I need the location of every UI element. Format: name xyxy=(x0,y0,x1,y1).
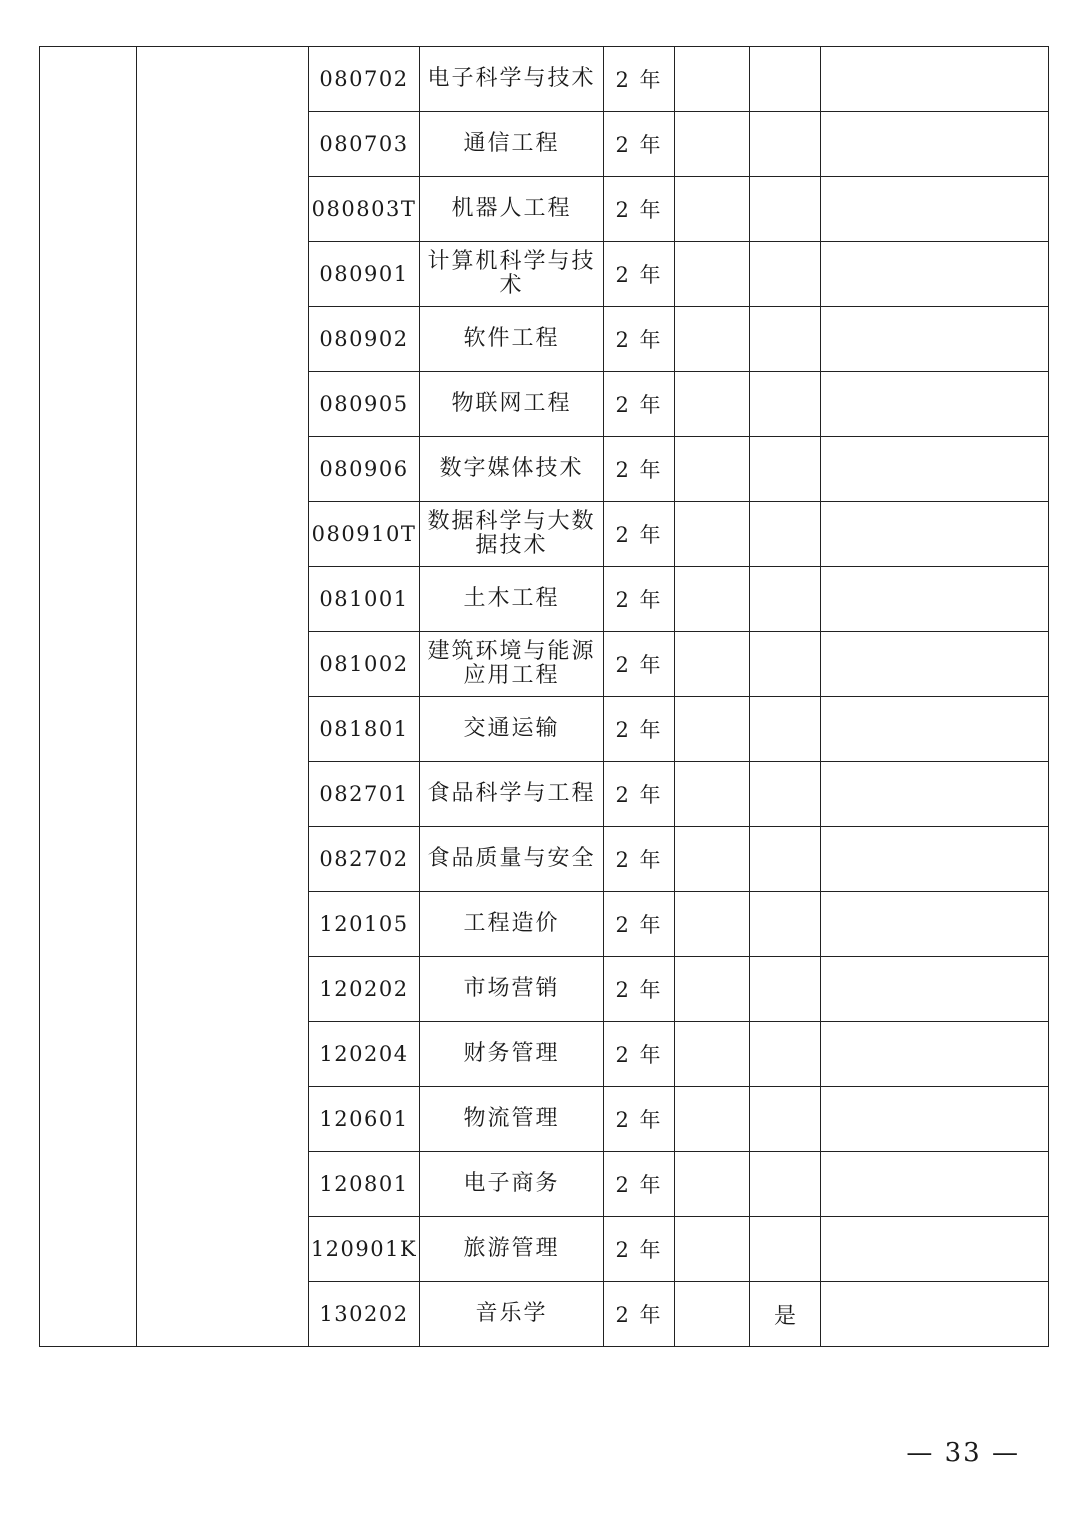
flag-cell xyxy=(750,502,821,567)
blank-cell xyxy=(675,177,750,242)
duration-cell: 2 年 xyxy=(604,437,675,502)
duration-cell: 2 年 xyxy=(604,47,675,112)
major-name-cell: 数据科学与大数据技术 xyxy=(420,502,604,567)
majors-table xyxy=(39,46,1049,1347)
major-code-cell: 120601 xyxy=(309,1087,420,1152)
major-name-cell: 食品质量与安全 xyxy=(420,827,604,892)
flag-cell xyxy=(750,567,821,632)
blank-cell xyxy=(675,112,750,177)
remark-cell xyxy=(821,502,1049,567)
major-name-cell: 电子商务 xyxy=(420,1152,604,1217)
flag-cell xyxy=(750,697,821,762)
remark-cell xyxy=(821,47,1049,112)
duration-cell: 2 年 xyxy=(604,1087,675,1152)
blank-cell xyxy=(675,1022,750,1087)
duration-cell: 2 年 xyxy=(604,307,675,372)
flag-cell xyxy=(750,892,821,957)
duration-cell: 2 年 xyxy=(604,1022,675,1087)
blank-cell xyxy=(675,957,750,1022)
major-name-cell: 交通运输 xyxy=(420,697,604,762)
remark-cell xyxy=(821,827,1049,892)
major-code-cell: 120105 xyxy=(309,892,420,957)
flag-cell xyxy=(750,242,821,307)
major-name-cell: 食品科学与工程 xyxy=(420,762,604,827)
major-name-cell: 音乐学 xyxy=(420,1282,604,1347)
blank-cell xyxy=(675,47,750,112)
blank-cell xyxy=(675,697,750,762)
major-name-cell: 旅游管理 xyxy=(420,1217,604,1282)
major-code-cell: 120801 xyxy=(309,1152,420,1217)
major-name-cell: 工程造价 xyxy=(420,892,604,957)
blank-cell xyxy=(675,502,750,567)
category-cell xyxy=(40,47,137,1347)
major-name-cell: 建筑环境与能源应用工程 xyxy=(420,632,604,697)
major-name-cell: 物流管理 xyxy=(420,1087,604,1152)
blank-cell xyxy=(675,892,750,957)
flag-cell xyxy=(750,47,821,112)
remark-cell xyxy=(821,1022,1049,1087)
major-code-cell: 080905 xyxy=(309,372,420,437)
remark-cell xyxy=(821,697,1049,762)
major-code-cell: 120901K xyxy=(309,1217,420,1282)
duration-cell: 2 年 xyxy=(604,957,675,1022)
duration-cell: 2 年 xyxy=(604,1282,675,1347)
blank-cell xyxy=(675,567,750,632)
remark-cell xyxy=(821,372,1049,437)
remark-cell xyxy=(821,1152,1049,1217)
table-row xyxy=(40,47,1049,112)
blank-cell xyxy=(675,1217,750,1282)
major-code-cell: 081001 xyxy=(309,567,420,632)
duration-cell: 2 年 xyxy=(604,502,675,567)
duration-cell: 2 年 xyxy=(604,1152,675,1217)
remark-cell xyxy=(821,242,1049,307)
duration-cell: 2 年 xyxy=(604,632,675,697)
duration-cell: 2 年 xyxy=(604,177,675,242)
remark-cell xyxy=(821,1282,1049,1347)
flag-cell xyxy=(750,307,821,372)
major-name-cell: 物联网工程 xyxy=(420,372,604,437)
major-name-cell: 计算机科学与技术 xyxy=(420,242,604,307)
duration-cell: 2 年 xyxy=(604,1217,675,1282)
blank-cell xyxy=(675,372,750,437)
blank-cell xyxy=(675,1282,750,1347)
blank-cell xyxy=(675,762,750,827)
major-name-cell: 市场营销 xyxy=(420,957,604,1022)
blank-cell xyxy=(675,437,750,502)
duration-cell: 2 年 xyxy=(604,827,675,892)
remark-cell xyxy=(821,957,1049,1022)
major-name-cell: 数字媒体技术 xyxy=(420,437,604,502)
blank-cell xyxy=(675,242,750,307)
major-code-cell: 080901 xyxy=(309,242,420,307)
remark-cell xyxy=(821,1087,1049,1152)
duration-cell: 2 年 xyxy=(604,762,675,827)
major-name-cell: 土木工程 xyxy=(420,567,604,632)
remark-cell xyxy=(821,1217,1049,1282)
table-body xyxy=(40,47,1049,1347)
blank-cell xyxy=(675,307,750,372)
major-code-cell: 081801 xyxy=(309,697,420,762)
major-code-cell: 080906 xyxy=(309,437,420,502)
major-name-cell: 软件工程 xyxy=(420,307,604,372)
blank-cell xyxy=(675,1152,750,1217)
remark-cell xyxy=(821,892,1049,957)
remark-cell xyxy=(821,762,1049,827)
major-name-cell: 电子科学与技术 xyxy=(420,47,604,112)
blank-cell xyxy=(675,1087,750,1152)
duration-cell: 2 年 xyxy=(604,892,675,957)
duration-cell: 2 年 xyxy=(604,112,675,177)
blank-cell xyxy=(675,827,750,892)
major-code-cell: 080902 xyxy=(309,307,420,372)
duration-cell: 2 年 xyxy=(604,567,675,632)
remark-cell xyxy=(821,177,1049,242)
blank-cell xyxy=(675,632,750,697)
flag-cell xyxy=(750,112,821,177)
major-code-cell: 080703 xyxy=(309,112,420,177)
major-name-cell: 财务管理 xyxy=(420,1022,604,1087)
remark-cell xyxy=(821,567,1049,632)
page-number: — 33 — xyxy=(906,1438,1020,1468)
major-name-cell: 机器人工程 xyxy=(420,177,604,242)
remark-cell xyxy=(821,112,1049,177)
major-code-cell: 082702 xyxy=(309,827,420,892)
major-code-cell: 120202 xyxy=(309,957,420,1022)
flag-cell: 是 xyxy=(750,1282,821,1347)
major-code-cell: 081002 xyxy=(309,632,420,697)
major-code-cell: 120204 xyxy=(309,1022,420,1087)
flag-cell xyxy=(750,957,821,1022)
major-code-cell: 080803T xyxy=(309,177,420,242)
flag-cell xyxy=(750,437,821,502)
flag-cell xyxy=(750,827,821,892)
major-name-cell: 通信工程 xyxy=(420,112,604,177)
flag-cell xyxy=(750,372,821,437)
flag-cell xyxy=(750,1087,821,1152)
remark-cell xyxy=(821,632,1049,697)
duration-cell: 2 年 xyxy=(604,372,675,437)
remark-cell xyxy=(821,437,1049,502)
school-cell xyxy=(137,47,309,1347)
flag-cell xyxy=(750,762,821,827)
duration-cell: 2 年 xyxy=(604,697,675,762)
major-code-cell: 080910T xyxy=(309,502,420,567)
major-code-cell: 082701 xyxy=(309,762,420,827)
duration-cell: 2 年 xyxy=(604,242,675,307)
flag-cell xyxy=(750,1152,821,1217)
flag-cell xyxy=(750,1217,821,1282)
major-code-cell: 130202 xyxy=(309,1282,420,1347)
major-code-cell: 080702 xyxy=(309,47,420,112)
flag-cell xyxy=(750,632,821,697)
flag-cell xyxy=(750,177,821,242)
flag-cell xyxy=(750,1022,821,1087)
remark-cell xyxy=(821,307,1049,372)
